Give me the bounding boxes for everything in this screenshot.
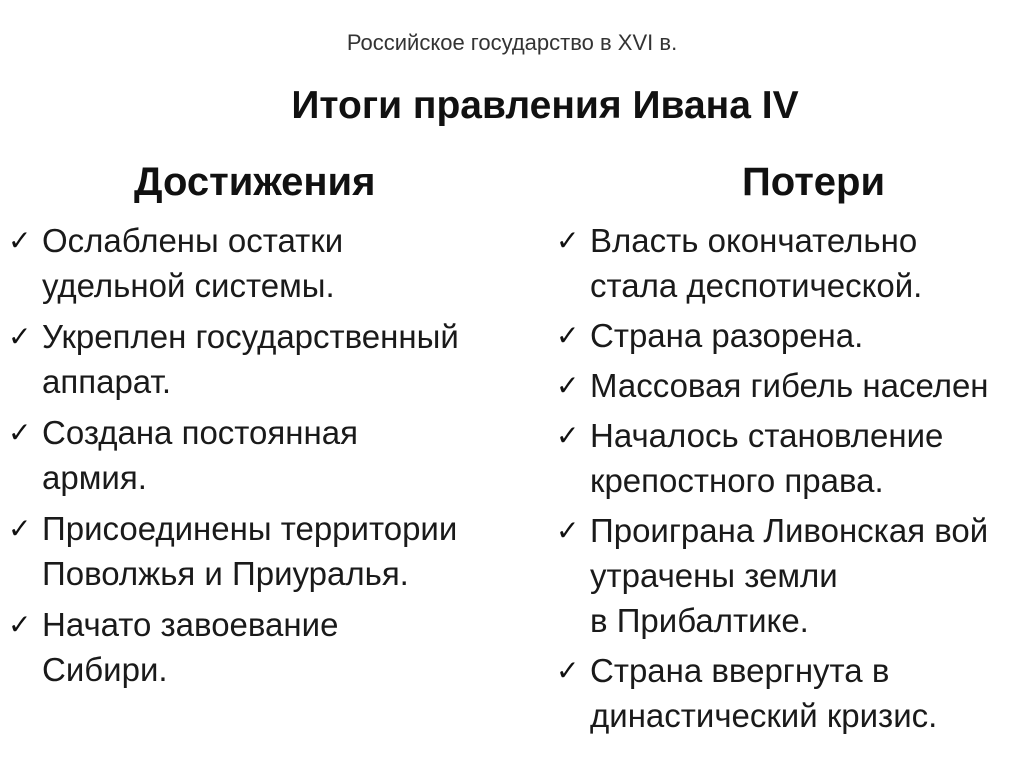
losses-heading: Потери	[742, 160, 886, 204]
losses-list	[556, 218, 1024, 743]
item-text-line: Массовая гибель населен	[590, 367, 989, 404]
loss-item	[556, 218, 1024, 308]
achievements-heading: Достижения	[134, 160, 376, 204]
item-text-line: Укреплен государственный	[42, 318, 459, 355]
achievement-item	[8, 602, 528, 692]
item-text-line: стала деспотической.	[590, 267, 923, 304]
achievement-item	[8, 314, 528, 404]
item-text-line: аппарат.	[42, 363, 172, 400]
check-mark-icon: ✓	[8, 609, 32, 640]
item-text-line: Власть окончательно	[590, 222, 918, 259]
slide-subtitle: Российское государство в XVI в.	[346, 30, 678, 55]
item-text-line: крепостного права.	[590, 462, 884, 499]
item-text-line: утрачены земли	[590, 557, 838, 594]
item-text-line: Проиграна Ливонская вой	[590, 512, 989, 549]
check-mark-icon: ✓	[8, 225, 32, 256]
item-text-line: Присоединены территории	[42, 510, 458, 547]
check-mark-icon: ✓	[556, 420, 580, 451]
item-text-line: удельной системы.	[42, 267, 335, 304]
item-text-line: Начато завоевание	[42, 606, 339, 643]
loss-item	[556, 313, 1024, 358]
item-text-line: Поволжья и Приуралья.	[42, 555, 409, 592]
item-text-line: в Прибалтике.	[590, 602, 809, 639]
check-mark-icon: ✓	[8, 321, 32, 352]
item-text-line: Страна ввергнута в	[590, 652, 890, 689]
achievement-item	[8, 218, 528, 308]
loss-item	[556, 508, 1024, 643]
check-mark-icon: ✓	[556, 320, 580, 351]
check-mark-icon: ✓	[556, 515, 580, 546]
check-mark-icon: ✓	[556, 370, 580, 401]
loss-item	[556, 648, 1024, 738]
item-text-line: Сибири.	[42, 651, 168, 688]
achievement-item	[8, 410, 528, 500]
item-text-line: Началось становление	[590, 417, 944, 454]
item-text-line: армия.	[42, 459, 147, 496]
loss-item	[556, 363, 1024, 408]
check-mark-icon: ✓	[8, 417, 32, 448]
loss-item	[556, 413, 1024, 503]
check-mark-icon: ✓	[8, 513, 32, 544]
check-mark-icon: ✓	[556, 655, 580, 686]
item-text-line: Создана постоянная	[42, 414, 358, 451]
item-text-line: династический кризис.	[590, 697, 938, 734]
slide-title: Итоги правления Ивана IV	[291, 84, 799, 127]
item-text-line: Страна разорена.	[590, 317, 864, 354]
check-mark-icon: ✓	[556, 225, 580, 256]
achievements-list	[8, 218, 528, 698]
achievement-item	[8, 506, 528, 596]
item-text-line: Ослаблены остатки	[42, 222, 344, 259]
